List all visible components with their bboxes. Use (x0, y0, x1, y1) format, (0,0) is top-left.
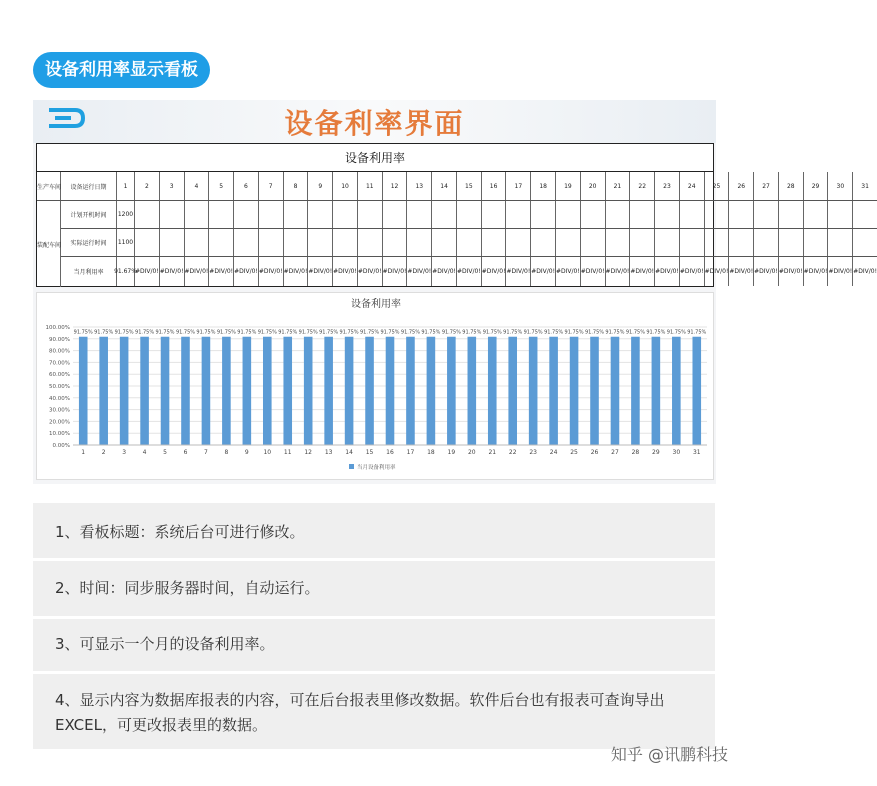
note-text: 4、显示内容为数据库报表的内容，可在后台报表里修改数据。软件后台也有报表可查询导出EXCEL，可更改报表里的数据。 (55, 691, 665, 734)
table-cell (581, 201, 606, 228)
x-tick-label: 28 (631, 449, 640, 456)
table-cell (705, 229, 730, 256)
data-label: 91.75% (523, 329, 543, 336)
table-cell (680, 229, 705, 256)
table-cell (185, 201, 210, 228)
table-cell: 24 (680, 172, 705, 200)
table-cell (358, 229, 383, 256)
x-tick-label: 13 (324, 449, 333, 456)
table-cell: #DIV/0! (432, 257, 457, 286)
table-cell (754, 201, 779, 228)
table-cell: #DIV/0! (358, 257, 383, 286)
table-cell: 1200 (117, 201, 135, 228)
x-tick-label: 25 (570, 449, 578, 456)
data-label: 91.75% (175, 329, 196, 336)
data-label: 91.75% (278, 329, 298, 336)
table-cell: 10 (333, 172, 358, 200)
table-cell (284, 201, 309, 228)
chart-bar (263, 337, 272, 445)
table-cell: 4 (185, 172, 210, 200)
data-label: 91.75% (380, 329, 400, 336)
table-cell (209, 201, 234, 228)
table-cell: #DIV/0! (581, 257, 606, 286)
data-label: 91.75% (544, 329, 564, 336)
table-title: 设备利用率 (37, 144, 713, 172)
table-cell (606, 201, 631, 228)
table-cell (407, 201, 432, 228)
table-cell: 7 (259, 172, 284, 200)
table-cell: 1 (117, 172, 135, 200)
data-label: 91.75% (73, 329, 93, 336)
table-cell (308, 229, 333, 256)
table-cell: #DIV/0! (482, 257, 507, 286)
data-label: 91.75% (319, 329, 339, 336)
table-cell: 23 (655, 172, 680, 200)
table-cell: #DIV/0! (779, 257, 804, 286)
table-cell: 19 (556, 172, 581, 200)
table-cell: 26 (729, 172, 754, 200)
y-tick-label: 70.00% (49, 360, 70, 367)
table-cell (160, 201, 185, 228)
table-cell: 5 (209, 172, 234, 200)
table-cell: 3 (160, 172, 185, 200)
data-label: 91.75% (135, 329, 155, 336)
x-tick-label: 30 (672, 449, 681, 456)
table-cell (259, 201, 284, 228)
table-cell (531, 229, 556, 256)
table-cell (333, 201, 358, 228)
chart-bar (549, 337, 558, 445)
y-tick-label: 60.00% (49, 372, 70, 379)
chart-bar (508, 337, 517, 445)
table-cell: 15 (457, 172, 482, 200)
table-cell: #DIV/0! (754, 257, 779, 286)
data-label: 91.75% (441, 329, 461, 336)
table-cell (779, 201, 804, 228)
table-cell: #DIV/0! (506, 257, 531, 286)
data-label: 91.75% (687, 329, 707, 336)
legend-swatch (349, 464, 354, 469)
table-cell: 11 (358, 172, 383, 200)
table-cell: 25 (705, 172, 730, 200)
table-cell: #DIV/0! (185, 257, 210, 286)
x-tick-label: 24 (549, 449, 558, 456)
table-cell (160, 229, 185, 256)
chart-bar (406, 337, 415, 445)
table-cell (630, 229, 655, 256)
table-cell: #DIV/0! (135, 257, 160, 286)
table-cell (531, 201, 556, 228)
table-cell (407, 229, 432, 256)
x-tick-label: 22 (508, 449, 517, 456)
table-row (61, 229, 877, 257)
data-label: 91.75% (646, 329, 666, 336)
table-cell: #DIV/0! (209, 257, 234, 286)
note-text: 1、看板标题：系统后台可进行修改。 (55, 523, 305, 541)
table-cell: 91.67% (117, 257, 135, 286)
chart-bar (529, 337, 538, 445)
table-cell (135, 201, 160, 228)
table-cell (655, 201, 680, 228)
utilization-table (36, 143, 877, 287)
data-label: 91.75% (421, 329, 441, 336)
table-cell: 28 (779, 172, 804, 200)
table-cell (680, 201, 705, 228)
y-tick-label: 20.00% (49, 419, 70, 426)
x-tick-label: 17 (406, 449, 415, 456)
chart-bar (652, 337, 661, 445)
chart-bar (611, 337, 620, 445)
table-cell: 14 (432, 172, 457, 200)
table-cell: #DIV/0! (531, 257, 556, 286)
table-cell (383, 229, 408, 256)
data-label: 91.75% (625, 329, 645, 336)
table-cell: #DIV/0! (680, 257, 705, 286)
data-label: 91.75% (503, 329, 523, 336)
table-cell (779, 229, 804, 256)
y-tick-label: 0.00% (52, 443, 70, 449)
chart-bar (468, 337, 477, 445)
table-cell (729, 201, 754, 228)
workshop-label: 生产车间 (37, 172, 61, 201)
x-tick-label: 18 (427, 449, 435, 456)
x-tick-label: 4 (142, 449, 147, 456)
table-cell: #DIV/0! (259, 257, 284, 286)
y-tick-label: 50.00% (49, 384, 70, 390)
note-text: 2、时间：同步服务器时间，自动运行。 (55, 579, 320, 597)
y-tick-label: 40.00% (49, 395, 70, 402)
chart-bar (447, 337, 456, 445)
data-label: 91.75% (196, 329, 216, 336)
x-tick-label: 5 (163, 449, 167, 456)
chart-bar (672, 337, 681, 445)
table-cell: 16 (482, 172, 507, 200)
table-cell: #DIV/0! (234, 257, 259, 286)
table-cell (581, 229, 606, 256)
x-tick-label: 16 (386, 449, 394, 456)
table-cell (506, 201, 531, 228)
data-label: 91.75% (257, 329, 277, 336)
x-tick-label: 29 (652, 449, 660, 456)
chart-bar (202, 337, 211, 445)
x-tick-label: 2 (101, 449, 106, 456)
dashboard-screenshot (33, 100, 877, 484)
table-cell (630, 201, 655, 228)
chart-bar (140, 337, 149, 445)
chart-bar (590, 337, 599, 445)
table-cell (655, 229, 680, 256)
table-cell: 12 (383, 172, 408, 200)
data-label: 91.75% (94, 329, 114, 336)
x-tick-label: 11 (283, 449, 292, 456)
chart-bar (283, 337, 292, 445)
chart-title: 设备利用率 (351, 299, 401, 310)
y-tick-label: 10.00% (49, 431, 70, 438)
table-cell: 17 (506, 172, 531, 200)
table-cell (432, 201, 457, 228)
data-label: 91.75% (605, 329, 625, 336)
table-cell (358, 201, 383, 228)
table-cell: #DIV/0! (705, 257, 730, 286)
x-tick-label: 3 (122, 449, 127, 456)
table-cell: 6 (234, 172, 259, 200)
table-cell: #DIV/0! (630, 257, 655, 286)
table-cell (606, 229, 631, 256)
table-row (61, 172, 877, 201)
y-tick-label: 90.00% (49, 336, 70, 343)
note-item (33, 619, 715, 671)
table-cell (853, 229, 877, 256)
x-tick-label: 23 (529, 449, 537, 456)
table-cell (333, 229, 358, 256)
data-label: 91.75% (462, 329, 482, 336)
table-cell: #DIV/0! (383, 257, 408, 286)
table-cell: 22 (630, 172, 655, 200)
chart-bar (243, 337, 252, 445)
table-cell: #DIV/0! (308, 257, 333, 286)
table-cell (185, 229, 210, 256)
x-tick-label: 19 (447, 449, 456, 456)
table-cell: #DIV/0! (729, 257, 754, 286)
chart-bar (386, 337, 395, 445)
data-label: 91.75% (216, 329, 236, 336)
chart-svg (37, 293, 715, 481)
x-tick-label: 7 (204, 449, 208, 456)
table-cell (432, 229, 457, 256)
table-cell: #DIV/0! (333, 257, 358, 286)
x-tick-label: 9 (244, 449, 249, 456)
note-item (33, 561, 715, 616)
table-row (61, 257, 877, 286)
data-label: 91.75% (237, 329, 257, 336)
x-tick-label: 12 (304, 449, 313, 456)
x-tick-label: 1 (81, 449, 86, 456)
assembly-label: 装配车间 (37, 241, 62, 249)
table-cell (828, 229, 853, 256)
data-label: 91.75% (339, 329, 359, 336)
row-label: 当月利用率 (61, 257, 117, 286)
chart-bar (324, 337, 333, 445)
table-cell: #DIV/0! (160, 257, 185, 286)
header-band (33, 100, 716, 143)
table-cell: 20 (581, 172, 606, 200)
table-cell (556, 229, 581, 256)
y-tick-label: 30.00% (49, 407, 70, 414)
data-label: 91.75% (360, 329, 380, 336)
x-tick-label: 27 (611, 449, 619, 456)
table-cell: 9 (308, 172, 333, 200)
data-label: 91.75% (400, 329, 420, 336)
table-row (61, 201, 877, 229)
chart-bar (365, 337, 374, 445)
table-cell: 2 (135, 172, 160, 200)
chart-bar (631, 337, 640, 445)
table-cell: #DIV/0! (284, 257, 309, 286)
table-cell (482, 201, 507, 228)
chart-bar (345, 337, 354, 445)
x-tick-label: 26 (590, 449, 599, 456)
table-cell (308, 201, 333, 228)
chart-bar (570, 337, 579, 445)
y-tick-label: 100.00% (45, 325, 70, 331)
table-cell (729, 229, 754, 256)
page-badge: 设备利用率显示看板 (33, 52, 210, 88)
x-tick-label: 20 (467, 449, 476, 456)
table-cell: 31 (861, 182, 869, 190)
x-tick-label: 15 (365, 449, 374, 456)
table-cell (804, 229, 829, 256)
table-cell: #DIV/0! (655, 257, 680, 286)
table-cell (234, 201, 259, 228)
note-text: 3、可显示一个月的设备利用率。 (55, 635, 275, 653)
x-tick-label: 6 (183, 449, 188, 456)
table-cell (506, 229, 531, 256)
x-tick-label: 8 (224, 449, 229, 456)
row-label: 计划开机时间 (61, 201, 117, 228)
utilization-chart (36, 292, 714, 480)
table-cell (705, 201, 730, 228)
chart-bar (120, 337, 129, 445)
table-cell: #DIV/0! (828, 257, 853, 286)
table-cell (804, 201, 829, 228)
note-item (33, 674, 715, 749)
table-cell (457, 201, 482, 228)
y-tick-label: 80.00% (49, 348, 70, 355)
chart-bar (181, 337, 190, 445)
table-cell: #DIV/0! (457, 257, 482, 286)
chart-bar (161, 337, 170, 445)
data-label: 91.75% (114, 329, 134, 336)
chart-bar (79, 337, 88, 445)
chart-bar (304, 337, 313, 445)
table-cell (828, 201, 853, 228)
data-label: 91.75% (584, 329, 605, 336)
table-cell (259, 229, 284, 256)
data-label: 91.75% (482, 329, 502, 336)
table-cell: 21 (606, 172, 631, 200)
table-cell (234, 229, 259, 256)
table-cell: 18 (531, 172, 556, 200)
table-cell (284, 229, 309, 256)
chart-bar (427, 337, 436, 445)
zhihu-watermark: 知乎 @讯鹏科技 (610, 745, 728, 764)
table-cell (482, 229, 507, 256)
table-cell (853, 201, 877, 228)
table-cell: #DIV/0! (407, 257, 432, 286)
table-cell: 29 (804, 172, 829, 200)
table-cell (754, 229, 779, 256)
table-cell (556, 201, 581, 228)
row-label: 设备运行日期 (61, 172, 117, 200)
screen-title: 设备利率界面 (284, 107, 465, 140)
x-tick-label: 10 (263, 449, 272, 456)
table-cell (135, 229, 160, 256)
table-cell (457, 229, 482, 256)
table-cell: 30 (828, 172, 853, 200)
chart-bar (222, 337, 231, 445)
table-cell: 13 (407, 172, 432, 200)
table-cell: 27 (754, 172, 779, 200)
table-cell: #DIV/0! (853, 268, 877, 275)
note-item (33, 503, 715, 558)
legend-label: 当月设备利用率 (357, 465, 396, 471)
chart-bar (692, 337, 701, 445)
x-tick-label: 14 (345, 449, 353, 456)
chart-bar (99, 337, 108, 445)
table-cell: 8 (284, 172, 309, 200)
table-cell (383, 201, 408, 228)
x-tick-label: 31 (692, 449, 701, 456)
row-label: 实际运行时间 (61, 229, 117, 256)
chart-bar (488, 337, 497, 445)
x-tick-label: 21 (488, 449, 497, 456)
table-cell (209, 229, 234, 256)
table-cell: #DIV/0! (556, 257, 581, 286)
table-cell: 1100 (117, 229, 135, 256)
table-cell: #DIV/0! (804, 257, 829, 286)
data-label: 91.75% (564, 329, 584, 336)
data-label: 91.75% (155, 329, 175, 336)
data-label: 91.75% (666, 329, 686, 336)
table-cell: #DIV/0! (606, 257, 631, 286)
data-label: 91.75% (298, 329, 318, 336)
